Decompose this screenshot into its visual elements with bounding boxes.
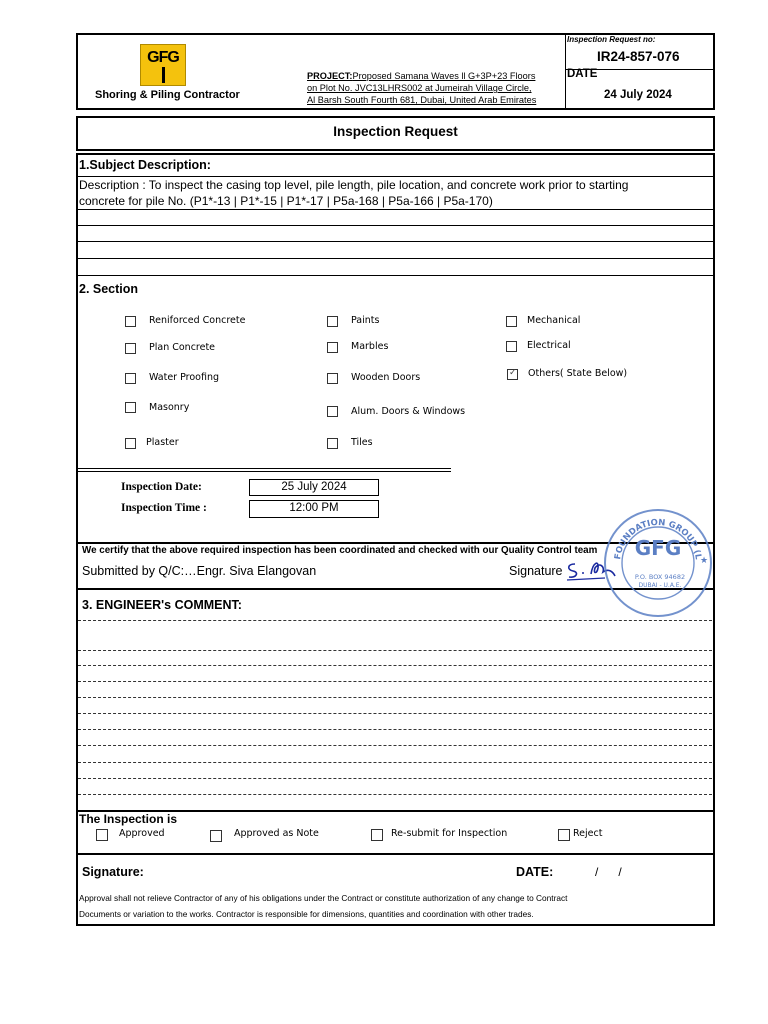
checkbox-water-proofing[interactable] <box>125 373 136 384</box>
inspection-date-field[interactable]: 25 July 2024 <box>249 479 379 496</box>
label-water-proofing: Water Proofing <box>149 372 220 383</box>
rule <box>76 209 715 210</box>
project-label: PROJECT: <box>307 71 353 81</box>
subject-heading: 1.Subject Description: <box>79 158 211 172</box>
stamp-logo: GFG <box>634 536 682 560</box>
disclaimer-line-2: Documents or variation to the works. Contractor is responsible for dimensions, quantities and coordination with other trades. <box>79 909 534 919</box>
label-electrical: Electrical <box>527 340 571 351</box>
rule <box>78 729 712 730</box>
section-heading: 2. Section <box>79 282 139 296</box>
rule <box>76 176 715 177</box>
project-line-3: Al Barsh South Fourth 681, Dubai, United Arab Emirates <box>307 95 537 105</box>
certify-text: We certify that the above required inspection has been coordinated and checked with our Quality Control team <box>82 545 598 556</box>
checkbox-reject[interactable] <box>558 829 570 841</box>
rule <box>78 745 712 746</box>
inspection-time-field[interactable]: 12:00 PM <box>249 500 379 518</box>
footer-date-label: DATE: <box>516 865 554 879</box>
ir-number: IR24-857-076 <box>597 49 680 64</box>
checkbox-electrical[interactable] <box>506 341 517 352</box>
stamp-city: DUBAI - U.A.E. <box>638 582 682 589</box>
checkbox-masonry[interactable] <box>125 402 136 413</box>
label-masonry: Masonry <box>149 402 190 413</box>
stamp-box: P.O. BOX 94682 <box>634 573 686 581</box>
label-marbles: Marbles <box>351 341 389 352</box>
checkbox-approved-as-note[interactable] <box>210 830 222 842</box>
label-tiles: Tiles <box>351 437 373 448</box>
checkbox-tiles[interactable] <box>327 438 338 449</box>
rule <box>78 468 451 469</box>
label-approved: Approved <box>119 828 165 839</box>
company-logo <box>140 44 186 86</box>
project-line-2: on Plot No. JVC13LHRS002 at Jumeirah Village Circle, <box>307 83 532 93</box>
rule <box>76 275 715 276</box>
footer-date-slashes: / / <box>595 865 622 879</box>
inspection-date-label: Inspection Date: <box>121 481 202 493</box>
label-paints: Paints <box>351 315 380 326</box>
date-value: 24 July 2024 <box>604 89 672 101</box>
checkbox-wooden-doors[interactable] <box>327 373 338 384</box>
rule <box>78 713 712 714</box>
checkbox-reinforced-concrete[interactable] <box>125 316 136 327</box>
rule <box>78 471 451 472</box>
ir-label: Inspection Request no: <box>567 35 656 44</box>
label-reinforced-concrete: Reniforced Concrete <box>149 315 246 326</box>
page-title: Inspection Request <box>333 124 458 139</box>
label-reject: Reject <box>573 828 603 839</box>
rule <box>76 853 715 855</box>
logo-pile-icon <box>162 67 165 83</box>
label-resubmit: Re-submit for Inspection <box>391 828 508 839</box>
engineer-heading: 3. ENGINEER's COMMENT: <box>82 598 242 612</box>
rule <box>78 665 712 666</box>
checkmark-icon: ✓ <box>509 367 517 377</box>
logo-text: GFG <box>147 49 179 66</box>
rule <box>78 697 712 698</box>
signature-label: Signature <box>509 564 563 578</box>
header-divider <box>565 33 566 110</box>
inspection-time-label: Inspection Time : <box>121 502 207 514</box>
checkbox-alum-doors-windows[interactable] <box>327 406 338 417</box>
stamp-star-icon: ★ <box>700 555 709 565</box>
label-alum-doors-windows: Alum. Doors & Windows <box>351 406 466 417</box>
footer-signature-label: Signature: <box>82 865 144 879</box>
label-plaster: Plaster <box>146 437 179 448</box>
company-tagline: Shoring & Piling Contractor <box>95 89 240 101</box>
rule <box>78 778 712 779</box>
submitted-by: Submitted by Q/C:…Engr. Siva Elangovan <box>82 564 317 578</box>
subject-line-2: concrete for pile No. (P1*-13 | P1*-15 | P1*-17 | P5a-168 | P5a-166 | P5a-170) <box>79 194 493 208</box>
checkbox-plaster[interactable] <box>125 438 136 449</box>
company-stamp <box>602 507 714 619</box>
project-line-1: Proposed Samana Waves ll G+3P+23 Floors <box>352 71 536 81</box>
rule <box>76 241 715 242</box>
checkbox-plan-concrete[interactable] <box>125 343 136 354</box>
subject-line-1: Description : To inspect the casing top level, pile length, pile location, and concrete work prior to starting <box>79 178 629 192</box>
checkbox-approved[interactable] <box>96 829 108 841</box>
rule <box>78 650 712 651</box>
checkbox-mechanical[interactable] <box>506 316 517 327</box>
rule <box>78 794 712 795</box>
checkbox-paints[interactable] <box>327 316 338 327</box>
label-wooden-doors: Wooden Doors <box>351 372 421 383</box>
label-mechanical: Mechanical <box>527 315 581 326</box>
stamp-top-text: FOUNDATION GROUP (L <box>613 517 703 561</box>
label-others: Others( State Below) <box>528 368 628 379</box>
result-heading: The Inspection is <box>79 812 178 826</box>
rule <box>76 225 715 226</box>
label-approved-as-note: Approved as Note <box>234 828 319 839</box>
checkbox-resubmit[interactable] <box>371 829 383 841</box>
rule <box>78 620 712 621</box>
rule <box>76 258 715 259</box>
checkbox-marbles[interactable] <box>327 342 338 353</box>
disclaimer-line-1: Approval shall not relieve Contractor of any of his obligations under the Contract or constitute authorization of any change to Contract <box>79 893 568 903</box>
project-block <box>307 70 536 106</box>
label-plan-concrete: Plan Concrete <box>149 342 216 353</box>
rule <box>78 762 712 763</box>
checkbox-others[interactable] <box>507 369 518 380</box>
date-label: DATE <box>567 68 598 80</box>
rule <box>78 681 712 682</box>
